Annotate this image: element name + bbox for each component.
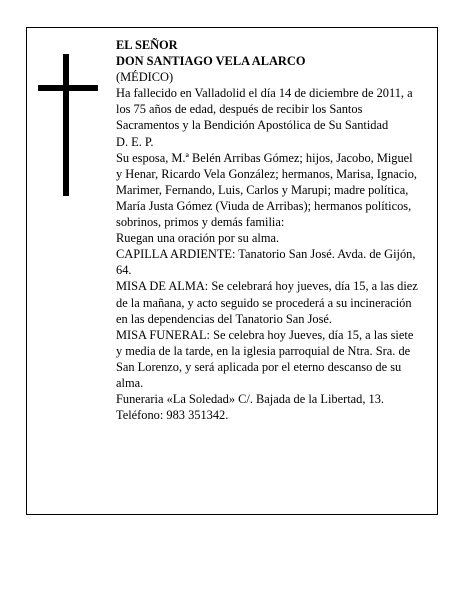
funeral-mass-info: MISA FUNERAL: Se celebra hoy Jueves, día 15, a las siete y media de la tarde, en la iglesia parroquial de Ntra. Sra. de San Lorenzo, y será aplicada por el eterno descanso de su alma. — [116, 327, 414, 390]
cross-horizontal-bar — [38, 85, 98, 91]
rip-line: D. E. P. — [116, 134, 154, 149]
deceased-name: DON SANTIAGO VELA ALARCO — [116, 54, 306, 69]
obituary-text — [116, 37, 418, 423]
latin-cross-icon — [38, 54, 98, 196]
deceased-profession: (MÉDICO) — [116, 70, 174, 85]
soul-mass-info: MISA DE ALMA: Se celebrará hoy jueves, día 15, a las diez de la mañana, y acto seguido se procederá a su incineración en las dependencias del Tanatorio San José. — [116, 279, 418, 326]
death-announcement: Ha fallecido en Valladolid el día 14 de diciembre de 2011, a los 75 años de edad, después de recibir los Santos Sacramentos y la Bendición Apostólica de Su Santidad — [116, 86, 413, 133]
cross-vertical-bar — [63, 54, 69, 196]
family-paragraph: Su esposa, M.ª Belén Arribas Gómez; hijos, Jacobo, Miguel y Henar, Ricardo Vela González; hermanos, Marisa, Ignacio, Marimer, Fernando, Luis, Carlos y Marupi; madre política, María Justa Gómez (Viuda de Arribas); hermanos políticos, sobrinos, primos y demás familia: — [116, 150, 418, 230]
prayer-request: Ruegan una oración por su alma. — [116, 231, 280, 246]
funeral-home-info: Funeraria «La Soledad» C/. Bajada de la Libertad, 13. Teléfono: 983 351342. — [116, 392, 385, 423]
chapel-info: CAPILLA ARDIENTE: Tanatorio San José. Avda. de Gijón, 64. — [116, 247, 416, 278]
deceased-title: EL SEÑOR — [116, 38, 178, 52]
